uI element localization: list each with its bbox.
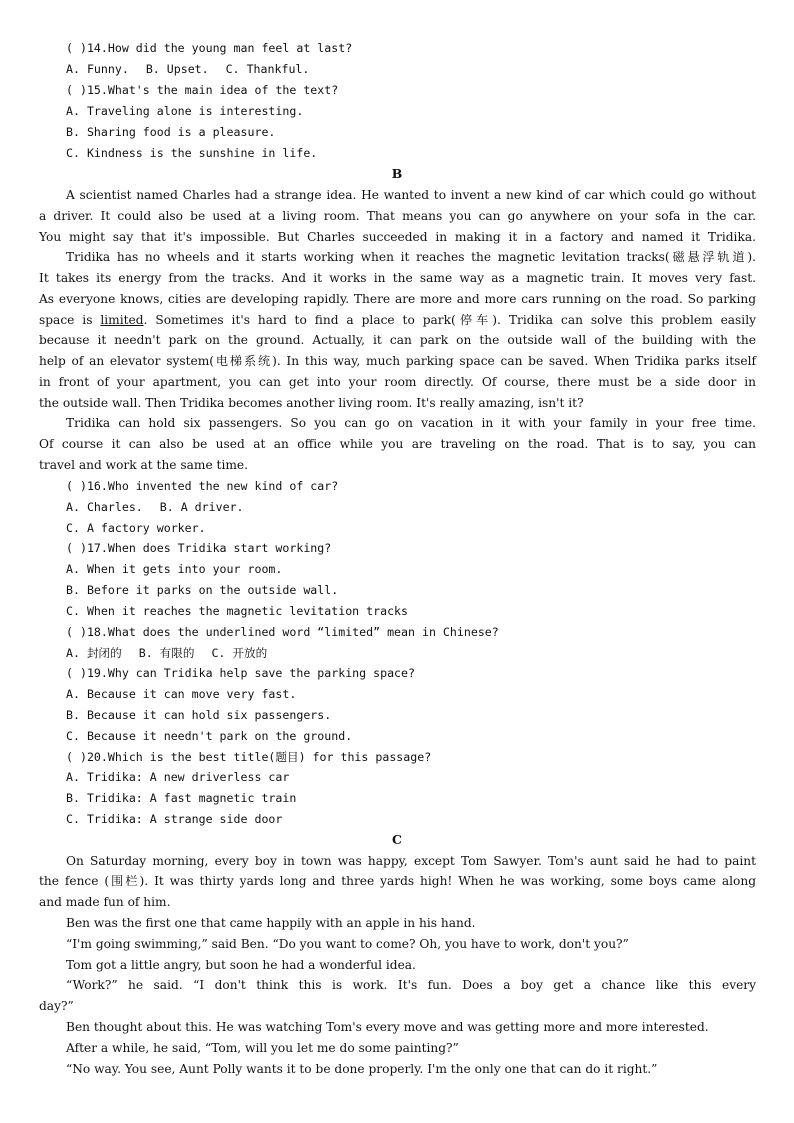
question-14: ( )14.How did the young man feel at last? bbox=[66, 41, 353, 55]
question-17-option-c: C. When it reaches the magnetic levitation tracks bbox=[66, 604, 409, 618]
option-a: A. Funny. bbox=[66, 62, 129, 76]
passage-b-p3-line2: Of course it can also be used at an office while you are traveling on the road. That is to say, you can bbox=[39, 437, 756, 451]
option-a: A. 封闭的 bbox=[66, 646, 122, 660]
question-20-option-a: A. Tridika: A new driverless car bbox=[66, 770, 290, 784]
passage-b-p2-line4 bbox=[39, 312, 756, 328]
question-18-options bbox=[66, 645, 267, 661]
section-b-heading: B bbox=[391, 166, 403, 181]
passage-b-p2-line8: the outside wall. Then Tridika becomes another living room. It's really amazing, isn't it? bbox=[39, 396, 584, 410]
passage-c-p8: “No way. You see, Aunt Polly wants it to be done properly. I'm the only one that can do it right.” bbox=[66, 1062, 658, 1076]
passage-b-p2-line2: It takes its energy from the tracks. And it works in the same way as a magnetic train. It moves very fast. bbox=[39, 271, 756, 285]
passage-b-p3-line3: travel and work at the same time. bbox=[39, 458, 248, 472]
question-15-option-c: C. Kindness is the sunshine in life. bbox=[66, 146, 318, 160]
underlined-word-limited: limited bbox=[100, 313, 144, 327]
question-14-options bbox=[66, 61, 309, 77]
question-17-option-a: A. When it gets into your room. bbox=[66, 562, 283, 576]
option-c: C. 开放的 bbox=[211, 646, 268, 660]
passage-c-p2: Ben was the first one that came happily with an apple in his hand. bbox=[66, 916, 476, 930]
question-19: ( )19.Why can Tridika help save the parking space? bbox=[66, 666, 416, 680]
question-15: ( )15.What's the main idea of the text? bbox=[66, 83, 339, 97]
section-c-heading: C bbox=[392, 832, 402, 847]
passage-b-p2-line7: in front of your apartment, you can get into your room directly. Of course, there must be a side door in bbox=[39, 375, 756, 389]
question-15-option-b: B. Sharing food is a pleasure. bbox=[66, 125, 276, 139]
passage-c-p1-line2: the fence (围栏). It was thirty yards long and three yards high! When he was working, some boys came along bbox=[39, 874, 756, 888]
option-b: B. Upset. bbox=[145, 62, 209, 76]
question-20-option-c: C. Tridika: A strange side door bbox=[66, 812, 283, 826]
passage-b-p2-line1: Tridika has no wheels and it starts working when it reaches the magnetic levitation tracks(磁悬浮轨道). bbox=[66, 250, 756, 264]
passage-c-p1-line1: On Saturday morning, every boy in town was happy, except Tom Sawyer. Tom's aunt said he had to paint bbox=[66, 854, 756, 868]
passage-b-p1-line2: a driver. It could also be used at a living room. That means you can go anywhere on your sofa in the car. bbox=[39, 209, 756, 223]
passage-c-p5-line1: “Work?” he said. “I don't think this is work. It's fun. Does a boy get a chance like this every bbox=[66, 978, 756, 992]
passage-b-p1-line1: A scientist named Charles had a strange idea. He wanted to invent a new kind of car which could go without bbox=[66, 188, 756, 202]
question-20-option-b: B. Tridika: A fast magnetic train bbox=[66, 791, 297, 805]
question-17-option-b: B. Before it parks on the outside wall. bbox=[66, 583, 339, 597]
question-19-option-c: C. Because it needn't park on the ground. bbox=[66, 729, 353, 743]
passage-c-p1-line3: and made fun of him. bbox=[39, 895, 171, 909]
question-19-option-a: A. Because it can move very fast. bbox=[66, 687, 297, 701]
passage-b-p3-line1: Tridika can hold six passengers. So you can go on vacation in it with your family in your free time. bbox=[66, 416, 756, 430]
question-15-option-a: A. Traveling alone is interesting. bbox=[66, 104, 304, 118]
passage-c-p5-line2: day?” bbox=[39, 999, 74, 1013]
passage-c-p3: “I'm going swimming,” said Ben. “Do you want to come? Oh, you have to work, don't you?” bbox=[66, 937, 629, 951]
passage-c-p4: Tom got a little angry, but soon he had a wonderful idea. bbox=[66, 958, 416, 972]
passage-b-p2-line5: because it needn't park on the ground. Actually, it can park on the outside wall of the building with the bbox=[39, 333, 756, 347]
passage-b-p2-line3: As everyone knows, cities are developing rapidly. There are more and more cars running on the road. So parking bbox=[39, 292, 756, 306]
text-run: space is bbox=[39, 313, 101, 327]
question-16-option-c: C. A factory worker. bbox=[66, 521, 206, 535]
option-c: C. Thankful. bbox=[225, 62, 310, 76]
passage-c-p7: After a while, he said, “Tom, will you let me do some painting?” bbox=[66, 1041, 459, 1055]
option-b: B. A driver. bbox=[159, 500, 244, 514]
option-b: B. 有限的 bbox=[138, 646, 195, 660]
question-16: ( )16.Who invented the new kind of car? bbox=[66, 479, 339, 493]
passage-b-p1-line3: You might say that it's impossible. But Charles succeeded in making it in a factory and named it Tridika. bbox=[39, 230, 756, 244]
question-20: ( )20.Which is the best title(题目) for this passage? bbox=[66, 750, 432, 764]
text-run: . Sometimes it's hard to find a place to park(停车). Tridika can solve this problem easily bbox=[143, 313, 756, 327]
question-19-option-b: B. Because it can hold six passengers. bbox=[66, 708, 332, 722]
question-16-options bbox=[66, 499, 244, 515]
passage-b-p2-line6: help of an elevator system(电梯系统). In this way, much parking space can be saved. When Tridika parks itself bbox=[39, 354, 756, 368]
question-17: ( )17.When does Tridika start working? bbox=[66, 541, 332, 555]
option-a: A. Charles. bbox=[66, 500, 143, 514]
passage-c-p6: Ben thought about this. He was watching Tom's every move and was getting more and more interested. bbox=[66, 1020, 709, 1034]
question-18: ( )18.What does the underlined word “limited” mean in Chinese? bbox=[66, 625, 499, 639]
